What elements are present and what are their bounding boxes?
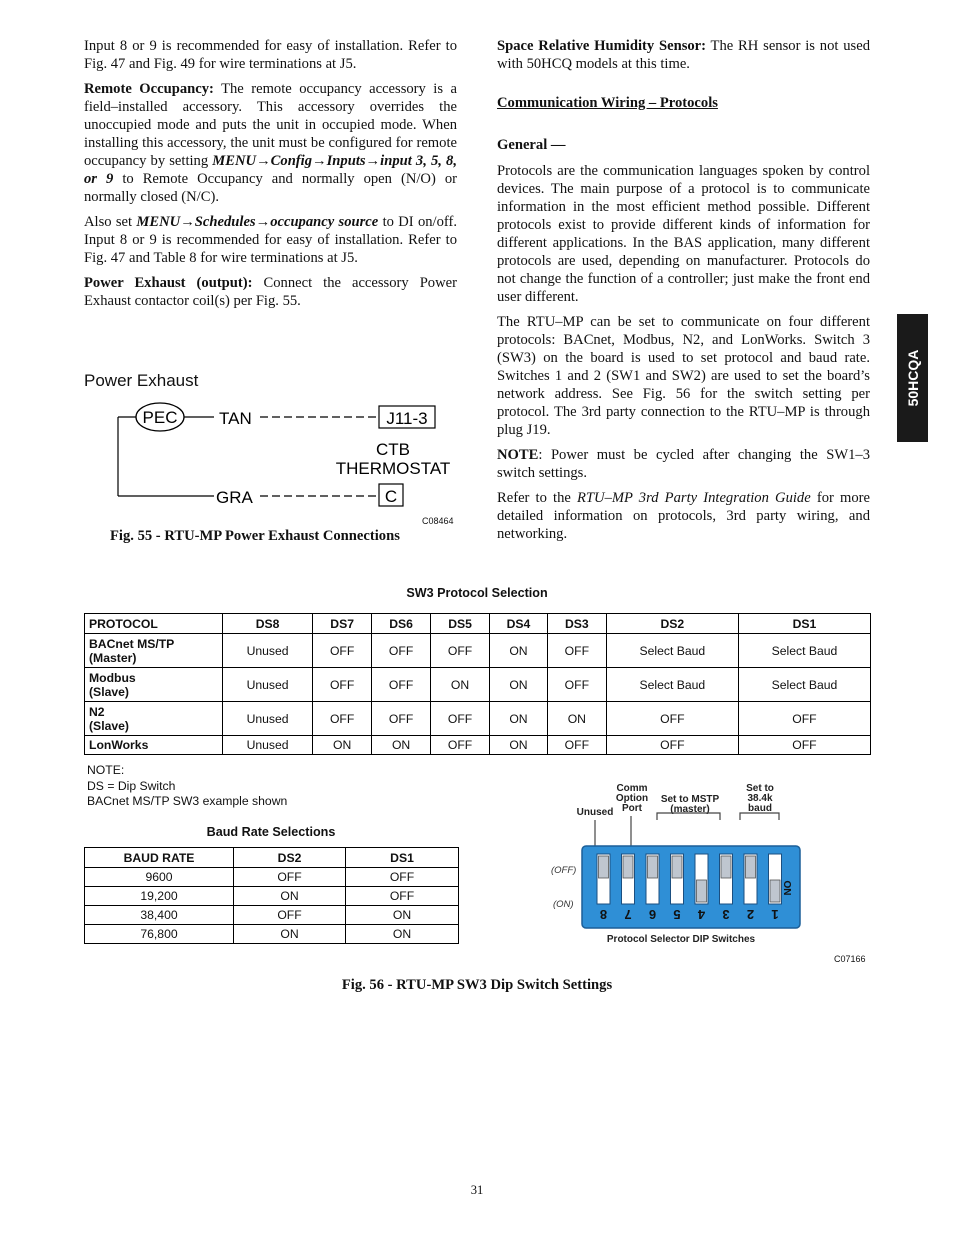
dip-switch-number: 2	[746, 907, 755, 922]
dip-lever	[599, 856, 609, 878]
page-number: 31	[470, 1183, 484, 1197]
power-exhaust-diagram	[100, 398, 460, 518]
baud-rate-table	[84, 847, 459, 944]
header-ds2: DS2	[234, 848, 346, 868]
tan-label: TAN	[219, 409, 252, 428]
thermostat-label: THERMOSTAT	[335, 459, 451, 478]
table-cell: OFF	[738, 702, 870, 736]
remote-occupancy-menu-path: MENU→Config→Inputs→input 3, 5, 8, or 9	[84, 153, 457, 187]
p3-text-a: Refer to the	[497, 490, 577, 506]
table-row	[85, 868, 459, 887]
baud-value-line: 38.4k	[747, 793, 773, 804]
table-row	[85, 925, 459, 944]
p3-guide-title: RTU–MP 3rd Party Integration Guide	[577, 490, 811, 506]
table-cell: OFF	[346, 887, 459, 906]
baud-table-title: Baud Rate Selections	[206, 825, 336, 839]
table-cell: Unused	[223, 634, 313, 668]
power-exhaust-heading: Power Exhaust (output):	[84, 275, 253, 291]
j11-label: J11-3	[386, 409, 428, 428]
sw3-table-title: SW3 Protocol Selection	[406, 586, 548, 600]
dip-caption: Protocol Selector DIP Switches	[606, 934, 756, 945]
table-cell: OFF	[431, 736, 490, 755]
table-cell: OFF	[547, 668, 606, 702]
table-cell: OFF	[431, 702, 490, 736]
protocol-role: (Master)	[89, 650, 137, 665]
dip-lever	[672, 856, 682, 878]
table-cell: 76,800	[85, 925, 234, 944]
table-cell: OFF	[547, 634, 606, 668]
table-notes	[87, 763, 287, 810]
table-row	[85, 736, 871, 755]
header-ds1: DS1	[346, 848, 459, 868]
table-cell: ON	[234, 887, 346, 906]
table-cell: OFF	[313, 702, 372, 736]
table-header-row	[85, 848, 459, 868]
table-cell: ON	[431, 668, 490, 702]
dip-switch-number: 5	[673, 907, 681, 922]
table-cell: Unused	[223, 668, 313, 702]
table-row	[85, 668, 871, 702]
table-cell: ON	[547, 702, 606, 736]
protocol-name: BACnet MS/TP	[89, 636, 175, 651]
dip-switch-illustration	[545, 780, 815, 950]
ctb-label: CTB	[376, 440, 410, 459]
also-set-menu-path: MENU→Schedules→occupancy source	[136, 214, 379, 230]
on-side-label: (ON)	[553, 899, 574, 910]
also-set-text-1: Also set	[84, 214, 137, 230]
table-cell: OFF	[372, 668, 431, 702]
right-paragraph-3	[497, 489, 870, 543]
dip-lever	[648, 856, 658, 878]
dip-switch-number: 6	[648, 907, 657, 922]
header-ds3: DS3	[547, 614, 606, 634]
table-cell: OFF	[234, 906, 346, 925]
dip-switch-number: 4	[697, 907, 706, 922]
header-ds6: DS6	[372, 614, 431, 634]
right-column	[497, 37, 870, 550]
side-tab	[897, 314, 928, 442]
dip-lever	[721, 856, 731, 878]
also-set-paragraph	[84, 213, 457, 267]
protocol-role: (Slave)	[89, 684, 129, 699]
sw3-protocol-table	[84, 613, 871, 755]
protocol-name: N2	[89, 704, 105, 719]
table-cell: OFF	[313, 634, 372, 668]
comm-heading	[497, 94, 870, 112]
dip-lever	[770, 880, 780, 902]
comm-line: Comm	[616, 783, 648, 794]
table-cell: OFF	[346, 868, 459, 887]
header-ds8: DS8	[223, 614, 313, 634]
table-cell: OFF	[738, 736, 870, 755]
table-row	[85, 887, 459, 906]
protocol-cell	[85, 668, 223, 702]
table-cell: ON	[313, 736, 372, 755]
fig56-code: C07166	[834, 954, 866, 964]
table-cell: Select Baud	[606, 668, 738, 702]
fig56-caption: Fig. 56 - RTU-MP SW3 Dip Switch Settings	[341, 977, 613, 993]
baud-word-line: baud	[748, 803, 772, 814]
note-label: NOTE	[497, 447, 539, 463]
note-line: DS = Dip Switch	[87, 778, 176, 793]
table-cell: ON	[490, 702, 548, 736]
dip-lever	[697, 880, 707, 902]
header-ds4: DS4	[490, 614, 548, 634]
gra-label: GRA	[216, 488, 253, 507]
table-header-row	[85, 614, 871, 634]
table-cell: ON	[490, 634, 548, 668]
header-ds5: DS5	[431, 614, 490, 634]
side-tab-label: 50HCQA	[904, 349, 921, 407]
table-row	[85, 702, 871, 736]
header-protocol: PROTOCOL	[85, 614, 223, 634]
note-paragraph	[497, 446, 870, 482]
general-heading	[497, 136, 870, 154]
mstp-line: Set to MSTP	[660, 794, 720, 805]
unused-label: Unused	[576, 807, 614, 818]
general-heading-text: General —	[497, 137, 566, 153]
right-paragraph-1: Protocols are the communication languages spoken by control devices. The main purpose of a protocol is to communicate information in the most efficient method possible. Different protocols exist to provide different kinds of information for different applications. In the BAS application, many different protocols are used, depending on manufacturer. Protocols do not change the function of a controller; just make the front end user different.	[497, 163, 870, 305]
table-cell: OFF	[606, 702, 738, 736]
fig55-code: C08464	[422, 516, 454, 526]
p3-text-b: for more detailed information on protocols, 3rd party wiring, and networking.	[497, 490, 870, 542]
dip-switch-graphic	[545, 780, 815, 950]
master-line: (master)	[670, 804, 710, 815]
table-cell: ON	[372, 736, 431, 755]
remote-occupancy-text-2: to Remote Occupancy and normally open (N/O) or normally closed (N/C).	[84, 171, 457, 205]
comm-heading-text: Communication Wiring – Protocols	[497, 95, 718, 111]
dip-lever	[746, 856, 756, 878]
left-paragraph-1: Input 8 or 9 is recommended for easy of installation. Refer to Fig. 47 and Fig. 49 for wire terminations at J5.	[84, 38, 457, 72]
table-cell: OFF	[372, 702, 431, 736]
protocol-cell	[85, 702, 223, 736]
table-cell: 9600	[85, 868, 234, 887]
protocol-cell: LonWorks	[85, 736, 223, 755]
table-cell: ON	[346, 925, 459, 944]
remote-occupancy-heading: Remote Occupancy:	[84, 81, 214, 97]
remote-occupancy-text-1: The remote occupancy accessory is a field–installed accessory. This accessory overrides the unoccupied mode and puts the unit in occupied mode. When installing this accessory, the unit must be configured for remote occupancy by setting	[84, 81, 457, 169]
note-text: : Power must be cycled after changing the SW1–3 switch settings.	[497, 447, 870, 481]
fig55-caption: Fig. 55 - RTU-MP Power Exhaust Connections	[110, 528, 400, 544]
power-exhaust-text: Connect the accessory Power Exhaust contactor coil(s) per Fig. 55.	[84, 275, 457, 309]
rh-heading: Space Relative Humidity Sensor:	[497, 38, 707, 54]
table-cell: Unused	[223, 702, 313, 736]
dip-switch-number: 8	[599, 907, 608, 922]
table-cell: Select Baud	[738, 668, 870, 702]
protocol-name: Modbus	[89, 670, 136, 685]
note-line: NOTE:	[87, 763, 125, 777]
off-side-label: (OFF)	[551, 865, 577, 876]
set-to-line: Set to	[746, 783, 774, 794]
power-exhaust-paragraph	[84, 274, 457, 310]
remote-occupancy-paragraph	[84, 80, 457, 206]
port-line: Port	[622, 803, 642, 814]
header-baud-rate: BAUD RATE	[85, 848, 234, 868]
protocol-cell	[85, 634, 223, 668]
header-ds2: DS2	[606, 614, 738, 634]
rh-paragraph	[497, 37, 870, 73]
dip-switch-number: 1	[771, 907, 779, 922]
dip-body	[582, 846, 800, 928]
table-cell: OFF	[547, 736, 606, 755]
table-cell: OFF	[313, 668, 372, 702]
table-row	[85, 634, 871, 668]
table-cell: OFF	[606, 736, 738, 755]
rh-text: The RH sensor is not used with 50HCQ models at this time.	[497, 38, 870, 72]
dip-switch-number: 7	[624, 907, 632, 922]
table-cell: Select Baud	[606, 634, 738, 668]
dip-lever	[623, 856, 633, 878]
header-ds7: DS7	[313, 614, 372, 634]
table-cell: 19,200	[85, 887, 234, 906]
right-paragraph-2: The RTU–MP can be set to communicate on four different protocols: BACnet, Modbus, N2, and LonWorks. Switch 3 (SW3) on the board is used to set protocol and baud rate. Switches 1 and 2 (SW1 and SW2) are used to set the board’s network address. See Fig. 56 for the switch setting per protocol. The 3rd party connection to the RTU–MP is through plug J19.	[497, 314, 870, 438]
pec-label: PEC	[142, 408, 178, 427]
table-cell: OFF	[234, 868, 346, 887]
fig55-title: Power Exhaust	[84, 371, 199, 390]
header-ds1: DS1	[738, 614, 870, 634]
table-cell: ON	[490, 736, 548, 755]
also-set-text-2: to DI on/off. Input 8 or 9 is recommended for easy of installation. Refer to Fig. 47 and Table 8 for wire terminations at J5.	[84, 214, 457, 266]
table-cell: OFF	[431, 634, 490, 668]
table-cell: OFF	[372, 634, 431, 668]
table-cell: Select Baud	[738, 634, 870, 668]
dip-switch-number: 3	[722, 907, 730, 922]
note-line: BACnet MS/TP SW3 example shown	[87, 794, 288, 808]
c-label: C	[384, 487, 398, 506]
table-cell: ON	[234, 925, 346, 944]
left-column	[84, 37, 457, 317]
table-cell: ON	[346, 906, 459, 925]
option-line: Option	[615, 793, 649, 804]
table-cell: 38,400	[85, 906, 234, 925]
dip-on-mark: ON	[781, 880, 792, 896]
table-cell: ON	[490, 668, 548, 702]
table-row	[85, 906, 459, 925]
table-cell: Unused	[223, 736, 313, 755]
protocol-role: (Slave)	[89, 718, 129, 733]
